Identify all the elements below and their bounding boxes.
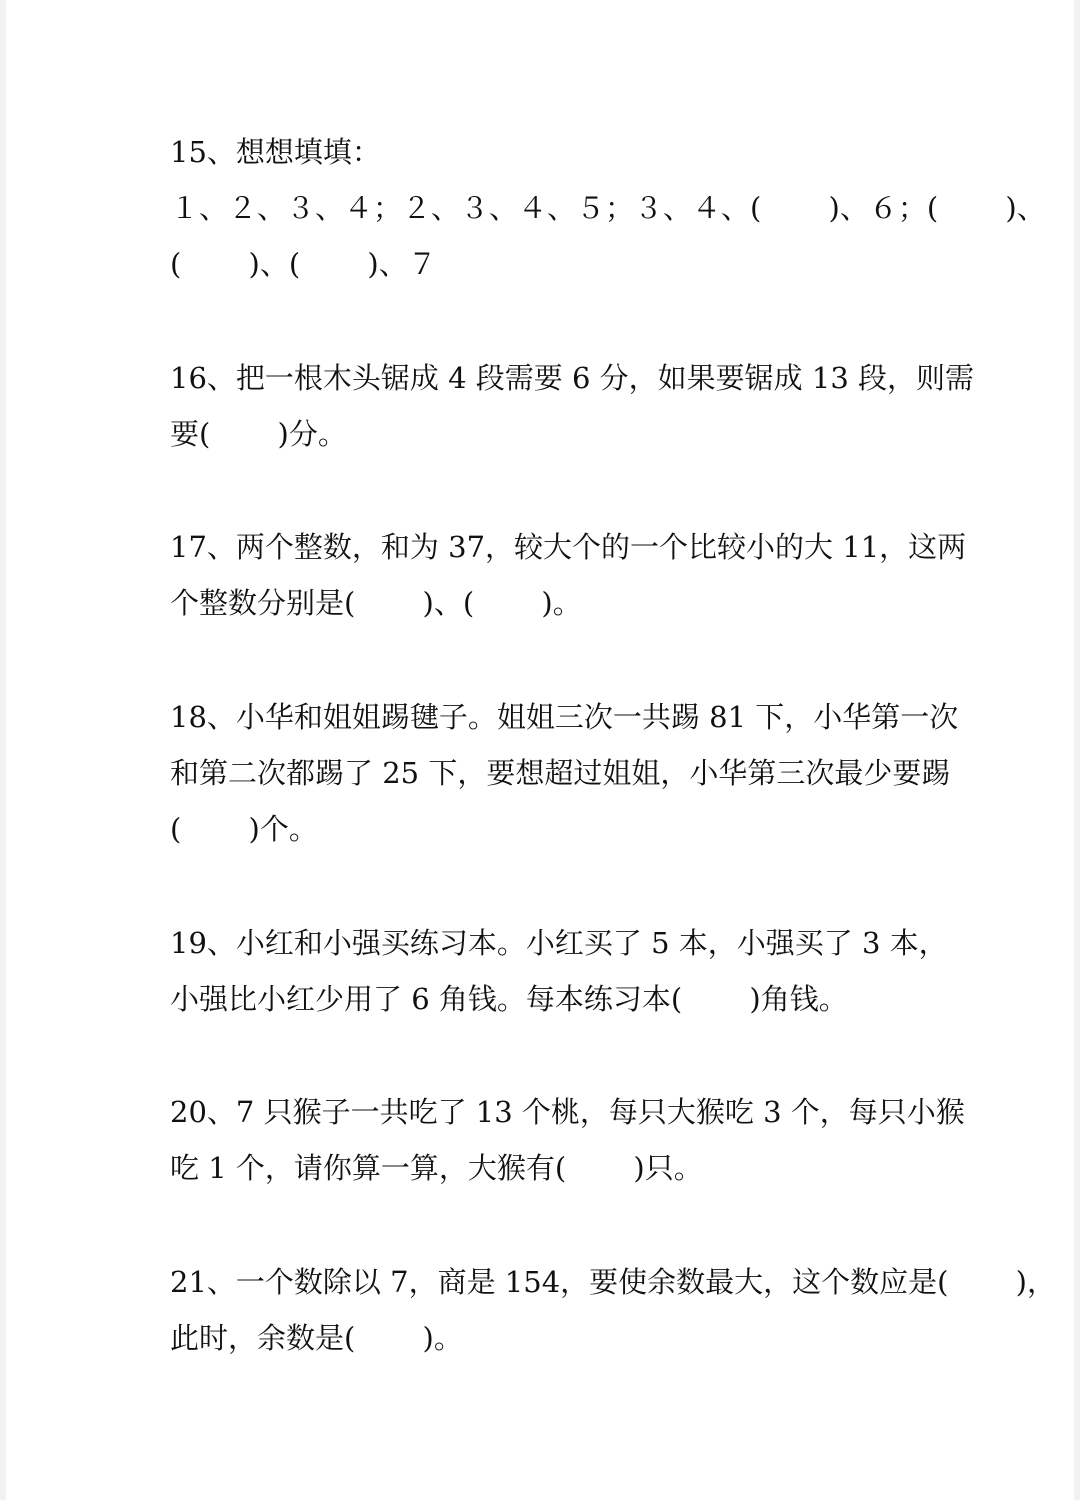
question-line: 21、一个数除以 7，商是 154，要使余数最大，这个数应是( )， — [170, 1265, 1056, 1299]
question-line: 要( )分。 — [170, 417, 347, 451]
question-line: １、２、３、４；２、３、４、５；３、４、( )、６；( )、 — [170, 191, 1046, 225]
question-line: 吃 1 个，请你算一算，大猴有( )只。 — [170, 1151, 703, 1185]
question-line: 和第二次都踢了 25 下，要想超过姐姐，小华第三次最少要踢 — [170, 756, 951, 790]
question-17 — [170, 519, 967, 631]
question-line: 16、把一根木头锯成 4 段需要 6 分，如果要锯成 13 段，则需 — [170, 361, 975, 395]
question-line: 15、想想填填： — [170, 135, 381, 169]
question-line: ( )个。 — [170, 812, 318, 846]
question-15 — [170, 124, 1046, 292]
question-20 — [170, 1084, 965, 1196]
question-line: ( )、( )、７ — [170, 247, 437, 281]
question-line: 20、7 只猴子一共吃了 13 个桃，每只大猴吃 3 个，每只小猴 — [170, 1095, 965, 1129]
question-18 — [170, 689, 959, 857]
question-21 — [170, 1254, 1056, 1366]
question-line: 17、两个整数，和为 37，较大个的一个比较小的大 11，这两 — [170, 530, 967, 564]
question-line: 个整数分别是( )、( )。 — [170, 586, 582, 620]
question-line: 18、小华和姐姐踢毽子。姐姐三次一共踢 81 下，小华第一次 — [170, 700, 959, 734]
question-line: 19、小红和小强买练习本。小红买了 5 本，小强买了 3 本， — [170, 926, 948, 960]
question-16 — [170, 350, 975, 462]
question-19 — [170, 915, 950, 1027]
question-line: 小强比小红少用了 6 角钱。每本练习本( )角钱。 — [170, 982, 848, 1016]
question-line: 此时，余数是( )。 — [170, 1321, 463, 1355]
